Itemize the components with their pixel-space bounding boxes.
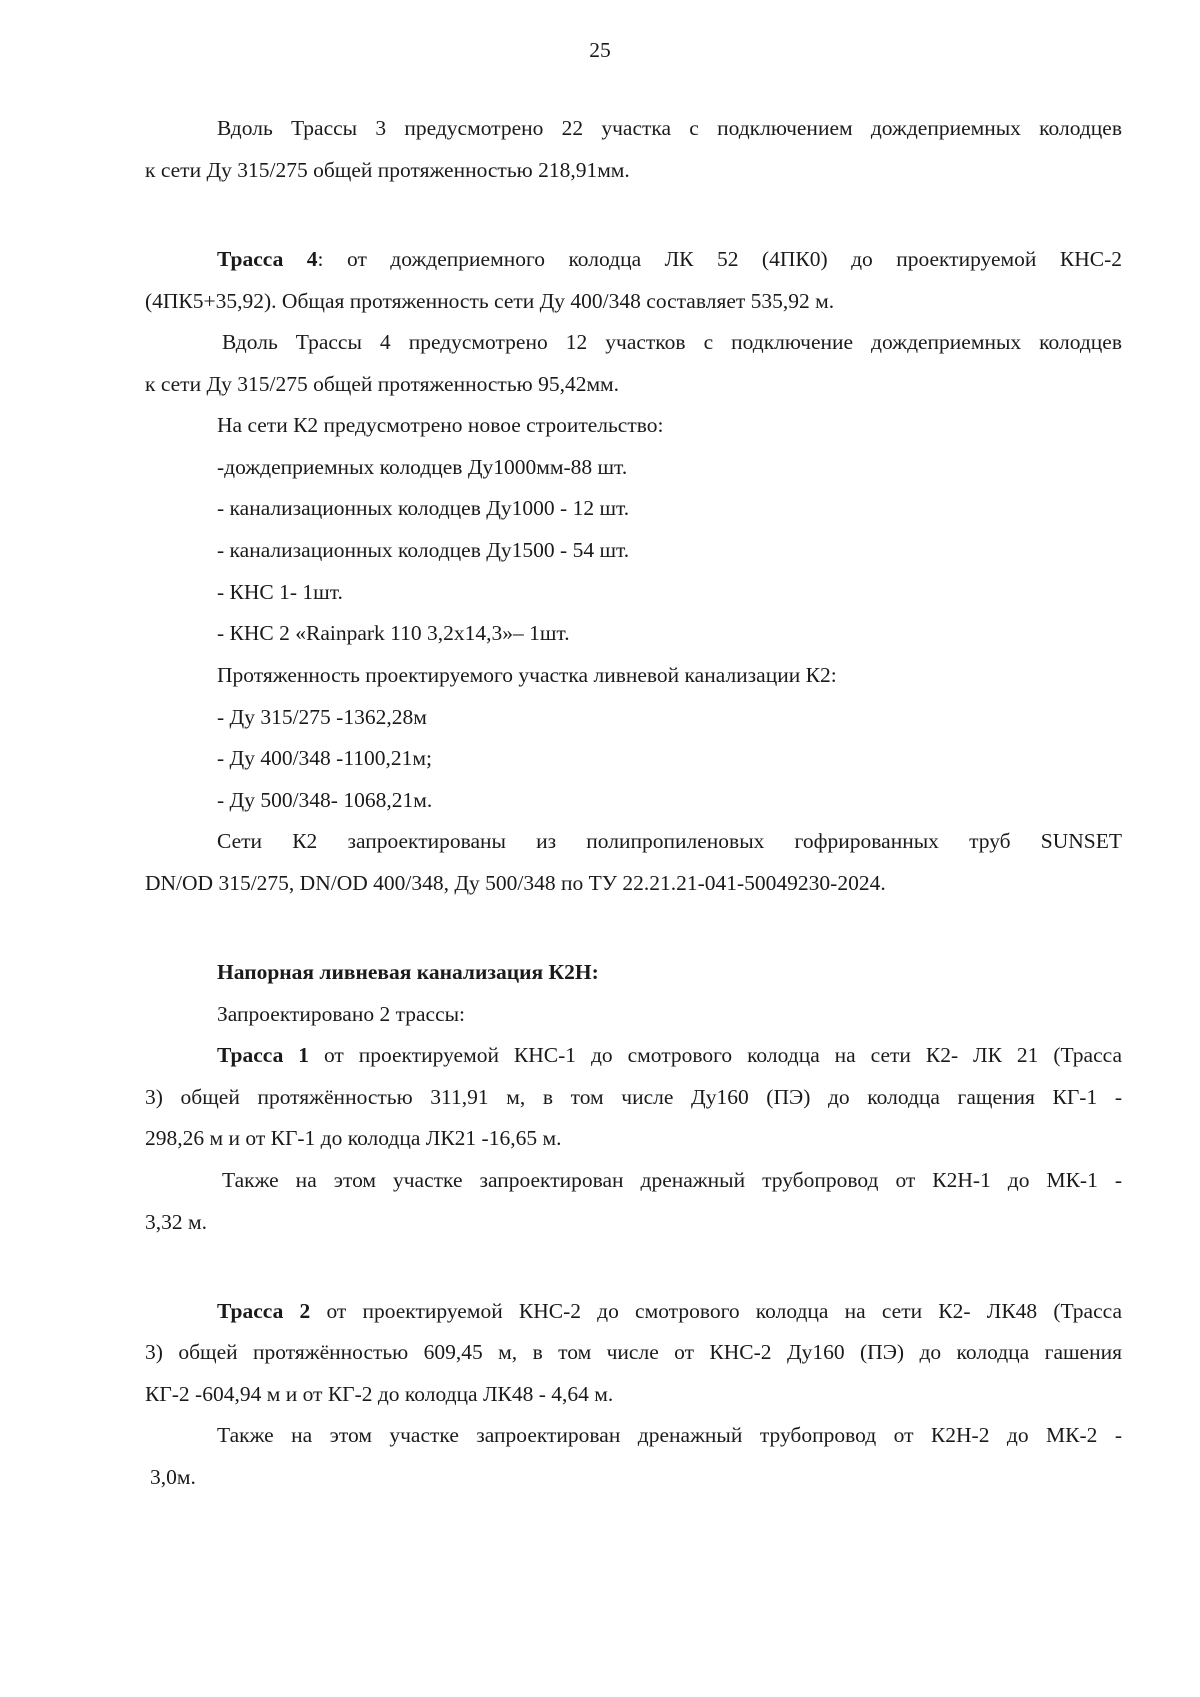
paragraph-line: Трасса 1 от проектируемой КНС-1 до смотрового колодца на сети К2- ЛК 21 (Трасса <box>217 1043 1122 1067</box>
paragraph-line: Вдоль Трассы 4 предусмотрено 12 участков с подключение дождеприемных колодцев <box>222 330 1122 354</box>
paragraph-line: 298,26 м и от КГ-1 до колодца ЛК21 -16,65 м. <box>145 1126 562 1150</box>
paragraph-line: (4ПК5+35,92). Общая протяженность сети Ду 400/348 составляет 535,92 м. <box>145 289 835 313</box>
paragraph-line: Вдоль Трассы 3 предусмотрено 22 участка с подключением дождеприемных колодцев <box>217 116 1122 140</box>
paragraph-line: Трасса 4: от дождеприемного колодца ЛК 52 (4ПК0) до проектируемой КНС-2 <box>217 247 1122 271</box>
list-item: - Ду 500/348- 1068,21м. <box>217 788 433 812</box>
paragraph-line: Также на этом участке запроектирован дренажный трубопровод от К2Н-1 до МК-1 - <box>222 1168 1122 1192</box>
paragraph-line: 3) общей протяжённостью 311,91 м, в том числе Ду160 (ПЭ) до колодца гащения КГ-1 - <box>145 1085 1122 1109</box>
paragraph-line: Трасса 2 от проектируемой КНС-2 до смотрового колодца на сети К2- ЛК48 (Трасса <box>217 1299 1122 1323</box>
paragraph-line: 3,32 м. <box>145 1210 207 1234</box>
paragraph-line: к сети Ду 315/275 общей протяженностью 95,42мм. <box>145 372 620 396</box>
section-heading: Напорная ливневая канализация К2Н: <box>217 960 599 984</box>
paragraph-line: к сети Ду 315/275 общей протяженностью 218,91мм. <box>145 158 630 182</box>
list-intro: Протяженность проектируемого участка ливневой канализации К2: <box>217 663 837 687</box>
list-item: - канализационных колодцев Ду1500 - 54 шт. <box>217 538 630 562</box>
list-intro: На сети К2 предусмотрено новое строительство: <box>217 413 664 437</box>
list-item: - Ду 315/275 -1362,28м <box>217 705 427 729</box>
route-heading: Трасса 2 <box>217 1299 311 1323</box>
page-number: 25 <box>589 38 611 62</box>
list-item: - КНС 2 «Rainpark 110 3,2х14,3»– 1шт. <box>217 621 570 645</box>
list-item: - КНС 1- 1шт. <box>217 580 343 604</box>
paragraph-line: Сети К2 запроектированы из полипропиленовых гофрированных труб SUNSET <box>217 829 1122 853</box>
paragraph-line: 3) общей протяжённостью 609,45 м, в том числе от КНС-2 Ду160 (ПЭ) до колодца гашения <box>145 1340 1122 1364</box>
paragraph-line: 3,0м. <box>150 1465 196 1489</box>
list-item: - канализационных колодцев Ду1000 - 12 шт. <box>217 496 630 520</box>
paragraph-line: КГ-2 -604,94 м и от КГ-2 до колодца ЛК48 - 4,64 м. <box>145 1382 614 1406</box>
paragraph-line: Запроектировано 2 трассы: <box>217 1002 466 1026</box>
paragraph-line: DN/OD 315/275, DN/OD 400/348, Ду 500/348 по ТУ 22.21.21-041-50049230-2024. <box>145 871 886 895</box>
list-item: -дождеприемных колодцев Ду1000мм-88 шт. <box>217 455 628 479</box>
list-item: - Ду 400/348 -1100,21м; <box>217 746 432 770</box>
paragraph-line: Также на этом участке запроектирован дренажный трубопровод от К2Н-2 до МК-2 - <box>217 1423 1122 1447</box>
route-heading: Трасса 1 <box>217 1043 310 1067</box>
route-heading: Трасса 4 <box>217 247 318 271</box>
